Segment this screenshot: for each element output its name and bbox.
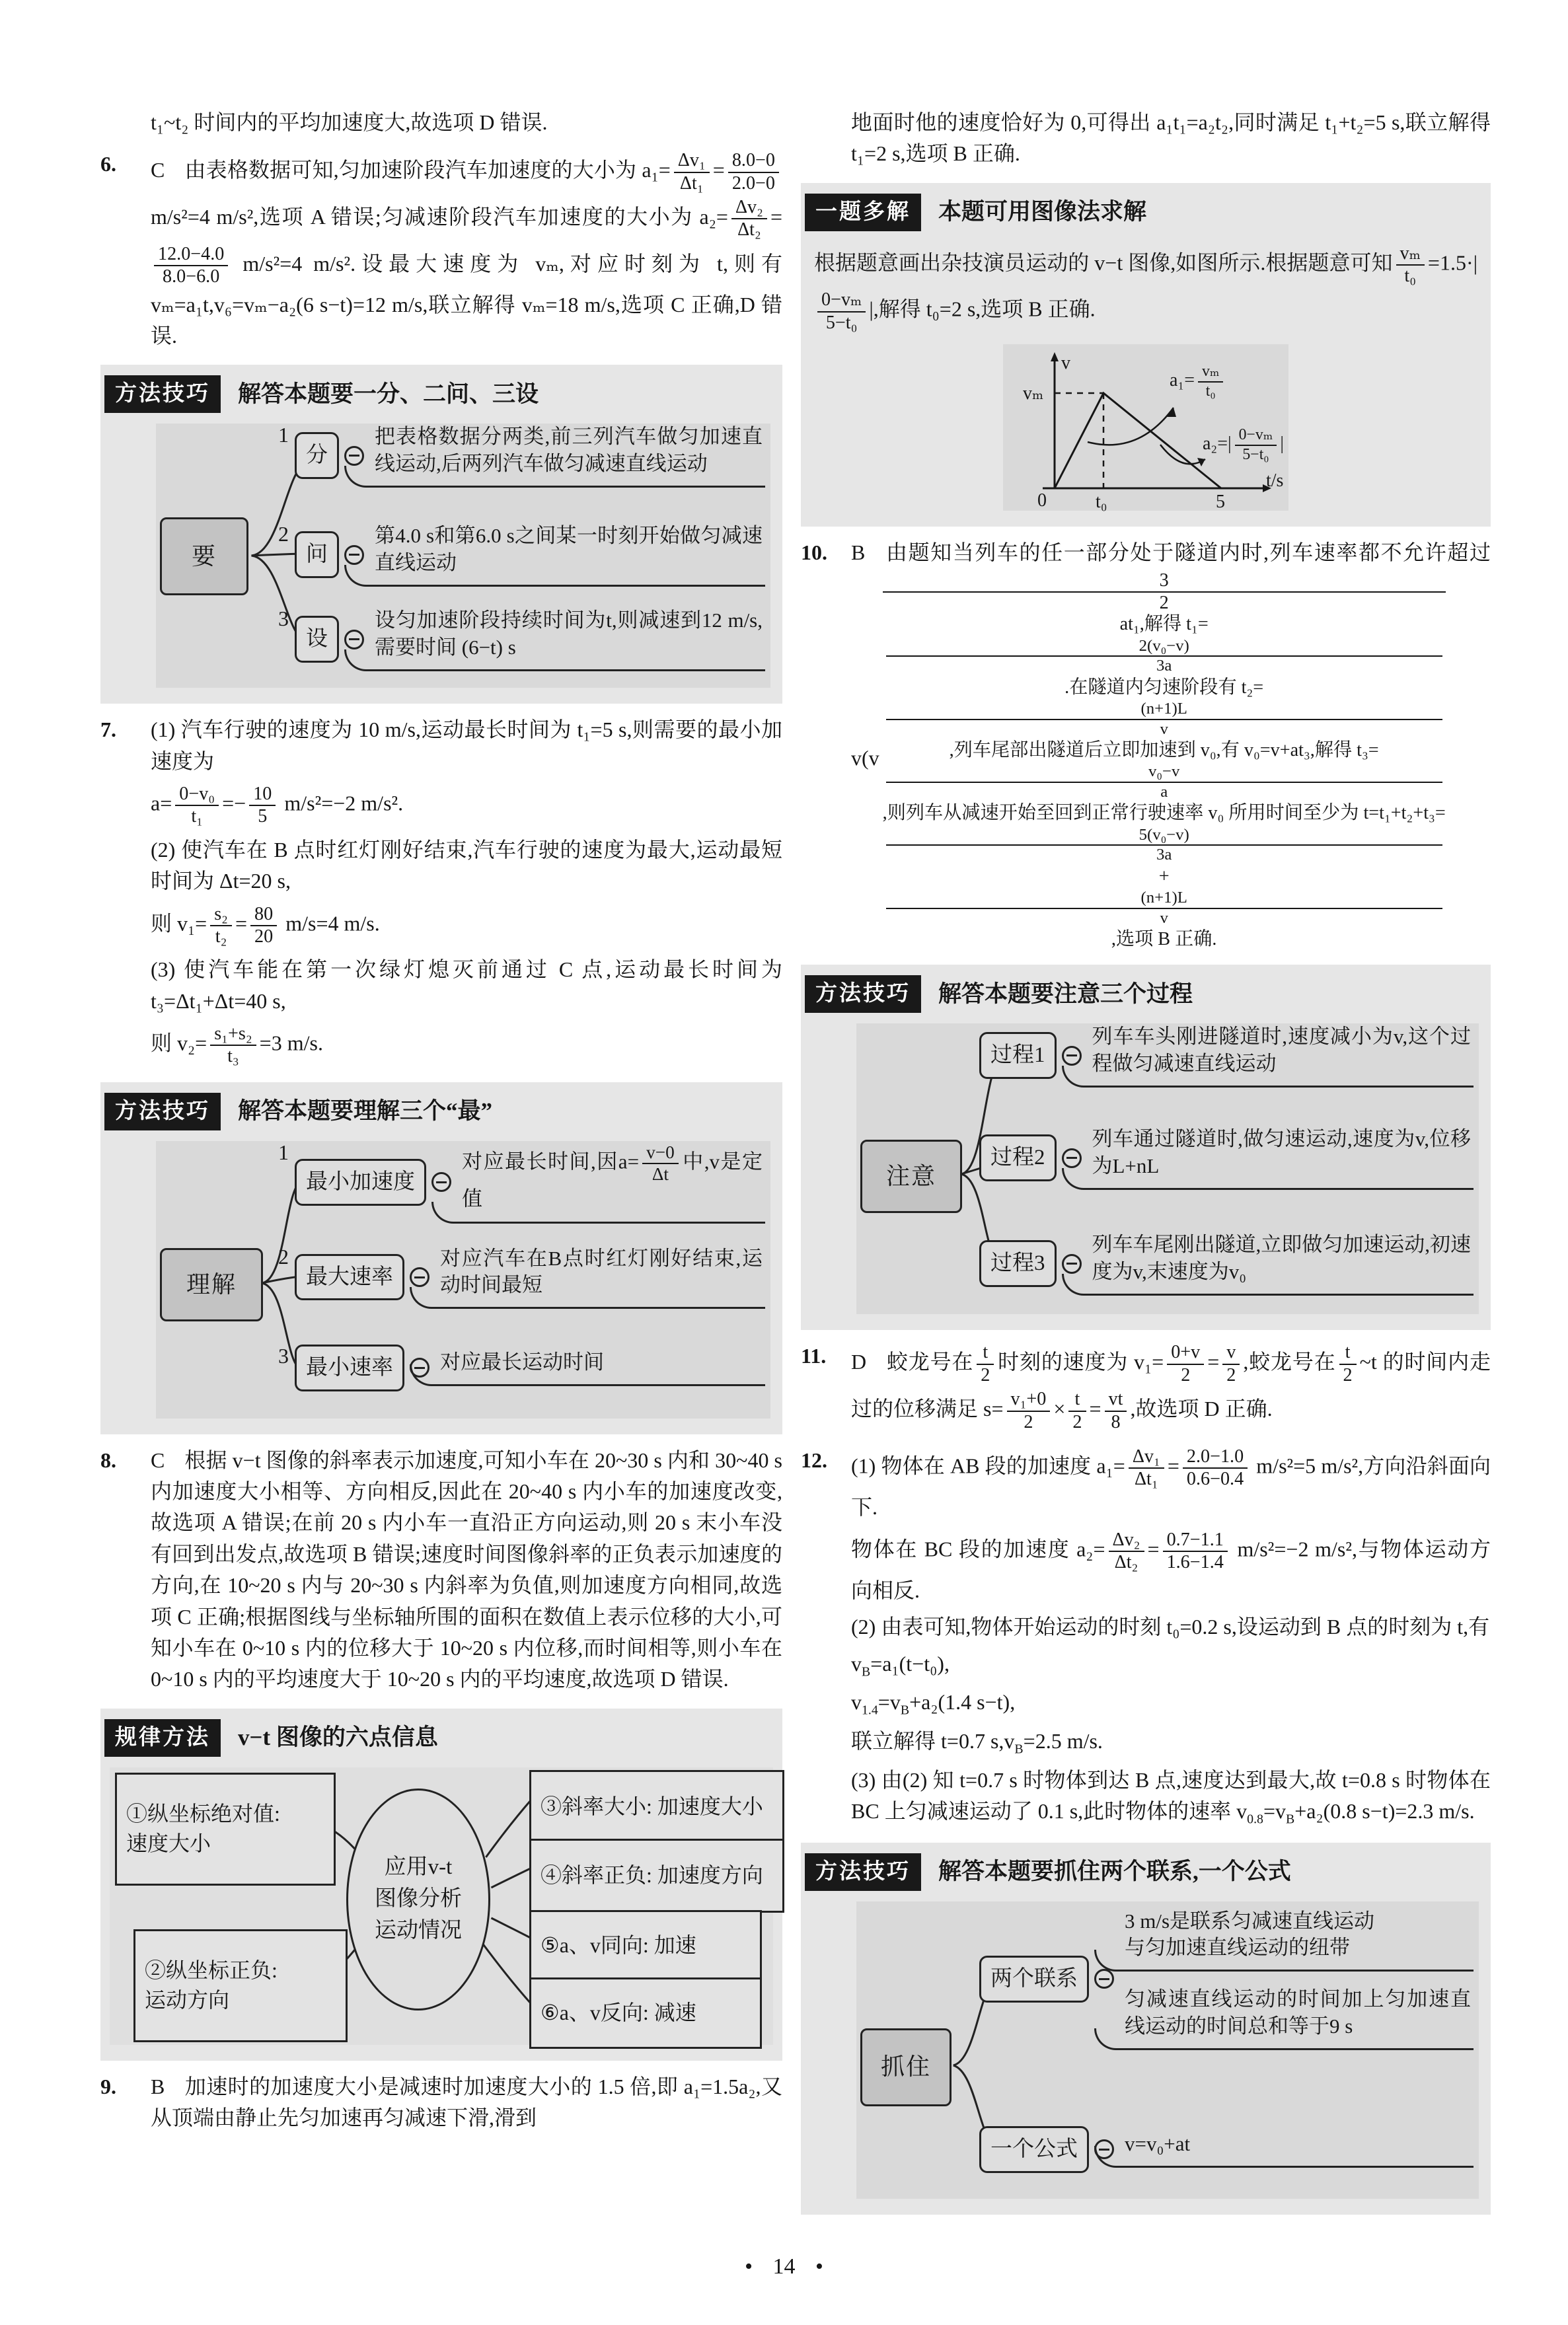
solution-item-11 xyxy=(801,1341,1491,1434)
root-label: 要 xyxy=(191,542,217,570)
branch-number: 3 xyxy=(278,607,289,631)
branch-row xyxy=(272,607,765,671)
solution-text: (2) 由表可知,物体开始运动的时刻 t₀=0.2 s,设运动到 B 点的时刻为 t,有 xyxy=(851,1615,1490,1639)
branch-text: 匀减速直线运动的时间加上匀加速直线运动的时间总和等于9 s xyxy=(1121,1986,1474,2050)
solution-item-10 xyxy=(801,537,1491,951)
mindmap-root-node xyxy=(860,2028,952,2106)
item-number: 11. xyxy=(801,1344,827,1368)
minus-circle-icon xyxy=(431,1172,451,1192)
branch-row xyxy=(979,1126,1474,1190)
tip-label: 方法技巧 xyxy=(805,975,921,1013)
tip-label: 方法技巧 xyxy=(104,375,221,413)
solution-text: 根据 v−t 图像的斜率表示加速度,可知小车在 20~30 s 内和 30~40 s 内加速度大小相等、方向相反,因此在 20~40 s 内小车的加速度改变,故选项 A 错误;在前 20 s 内小车一直沿正方向运动,则 20 s 末小车没有回到出发点,故选项 B 错误;速度时间图像斜率的正负表示加速度的方向,在 10~20 s 内与 20~30 s 内斜率为负值,则加速度方向相同,故选项 C 正确;根据图线与坐标轴所围的面积在数值上表示位移的大小,可知小车在 0~10 s 内的位移大于 10~20 s 内位移,而时间相等,则小车在 0~10 s 内的平均速度大于 10~20 s 内的平均速度,故选项 D 错误. xyxy=(151,1448,782,1691)
tip-header xyxy=(805,975,1491,1013)
origin-label: 0 xyxy=(1037,490,1047,511)
bubble-center-ellipse xyxy=(346,1789,490,2011)
bubble-center-text: 应用v-t 图像分析 运动情况 xyxy=(375,1855,462,1942)
solution-item-9 xyxy=(100,2071,782,2134)
branch-node: 最大速率 xyxy=(295,1254,404,1301)
multi-label: 一题多解 xyxy=(805,194,921,231)
minus-circle-icon xyxy=(1062,1148,1082,1168)
rule-title: v−t 图像的六点信息 xyxy=(238,1724,438,1751)
branch-row xyxy=(272,1141,765,1224)
item9-continuation: 地面时他的速度恰好为 0,可得出 a₁t₁=a₂t₂,同时满足 t₁+t₂=5 s,联立解得 t₁=2 s,选项 B 正确. xyxy=(851,110,1491,166)
branch-node: 设 xyxy=(295,616,339,663)
mindmap-root-node xyxy=(860,1140,962,1213)
multi-title: 本题可用图像法求解 xyxy=(938,199,1147,225)
root-label: 注意 xyxy=(885,1163,936,1190)
branch-number: 2 xyxy=(278,1244,289,1269)
solution-formula: a= $\frac{\text{0−v₀}}{\text{t₁}}$ =− $\frac{10}{5}$ m/s²=−2 m/s². xyxy=(151,784,404,827)
column-right xyxy=(801,107,1491,2215)
mindmap-diagram xyxy=(156,424,770,688)
solution-item-12 xyxy=(801,1445,1491,1829)
vt-chart xyxy=(1003,344,1288,511)
a2-annotation: a₂=| $\frac{\text{0−vₘ}}{\text{5−t₀}}$ | xyxy=(1203,426,1285,463)
answer-letter: B xyxy=(151,2074,165,2098)
mindmap-root-node xyxy=(160,517,248,595)
bubble-right-box-2 xyxy=(529,1839,784,1913)
branch-text: 把表格数据分两类,前三列汽车做匀加速直线运动,后两列汽车做匀减速直线运动 xyxy=(371,424,765,488)
branch-text: 3 m/s是联系匀减速直线运动 与匀加速直线运动的纽带 xyxy=(1121,1908,1474,1972)
item-number: 7. xyxy=(100,718,116,742)
item-number: 8. xyxy=(100,1448,116,1472)
x-tick-5-label: 5 xyxy=(1216,492,1225,513)
branch-number: 1 xyxy=(278,1140,289,1164)
solution-formula: $v_{1.4}=v_B+a_2(1.4$ s−t), xyxy=(851,1690,1016,1718)
root-label: 理解 xyxy=(186,1271,237,1298)
tip-box-1 xyxy=(100,365,782,704)
solution-formula: 则 v₁= $\frac{\text{s₂}}{\text{t₂}}$ = $\frac{80}{20}$ m/s=4 m/s. xyxy=(151,903,380,947)
bubble-text: ④斜率正负: 加速度方向 xyxy=(541,1863,763,1888)
mindmap-root-node xyxy=(160,1248,263,1321)
item-number: 10. xyxy=(801,540,827,565)
branch-text: 列车车尾刚出隧道,立即做匀加速运动,初速度为v,末速度为v₀ xyxy=(1088,1232,1474,1296)
bubble-text: ⑤a、v同向: 加速 xyxy=(541,1933,696,1958)
t0-tick-label: t₀ xyxy=(1096,492,1107,513)
bubble-left-box-2 xyxy=(133,1929,348,2042)
tip-label: 方法技巧 xyxy=(805,1853,921,1891)
solution-formula: 则 v₂= $\frac{\text{s₁+s₂}}{\text{t₃}}$ =3 m/s. xyxy=(151,1023,323,1067)
item-number: 9. xyxy=(100,2074,116,2098)
branch-text: 对应汽车在B点时红灯刚好结束,运动时间最短 xyxy=(436,1245,765,1310)
root-label: 抓住 xyxy=(880,2053,931,2081)
answer-letter: C xyxy=(151,158,165,182)
solution-item-8 xyxy=(100,1445,782,1695)
branch-text: 设匀加速阶段持续时间为t,则减速到12 m/s,需要时间 (6−t) s xyxy=(371,607,765,671)
tip-title: 解答本题要一分、二问、三设 xyxy=(238,381,539,407)
branch-row xyxy=(272,1245,765,1310)
branch-node: 最小加速度 xyxy=(295,1159,426,1206)
branch-row xyxy=(979,2126,1474,2173)
branch-node: 问 xyxy=(295,531,339,578)
branch-number: 3 xyxy=(278,1343,289,1368)
solution-text: 联立解得 t=0.7 $s,v_B=2.5$ m/s. xyxy=(851,1729,1103,1757)
bubble-right-box-1 xyxy=(529,1770,784,1844)
minus-circle-icon xyxy=(344,630,364,649)
solution-text: 加速时的加速度大小是减速时加速度大小的 1.5 倍,即 a₁=1.5a₂,又从顶端由静止先匀加速再匀减速下滑,滑到 xyxy=(151,2074,782,2129)
multi-body-text: 根据题意画出杂技演员运动的 v−t 图像,如图所示.根据题意可知 $\frac{\text{vₘ}}{\text{t₀}}$ =1.5·| $\frac{\text{0−vₘ}}{\text{5−t₀}}$ |,解得 t₀=2 s,选项 B 正确. xyxy=(814,242,1477,333)
branch-row xyxy=(272,1345,765,1391)
bubble-right-box-3 xyxy=(529,1910,762,1981)
branch-node: 一个公式 xyxy=(979,2126,1089,2173)
item5-continuation: t₁~t₂ 时间内的平均加速度大,故选项 D 错误. xyxy=(151,110,548,134)
column-left xyxy=(100,107,782,2139)
branch-row xyxy=(272,523,765,587)
mindmap-diagram xyxy=(156,1141,770,1419)
branch-node: 分 xyxy=(295,432,339,479)
branch-text: v=v₀+at xyxy=(1121,2131,1474,2168)
tip-box-3 xyxy=(801,965,1491,1330)
branch-row xyxy=(272,424,765,488)
tip-title: 解答本题要抓住两个联系,一个公式 xyxy=(938,1859,1291,1885)
tip-title: 解答本题要注意三个过程 xyxy=(938,981,1193,1008)
y-axis-label: v xyxy=(1061,353,1070,374)
branch-number: 2 xyxy=(278,522,289,546)
solution-item-6 xyxy=(100,149,782,351)
bubble-text: ⑥a、v反向: 减速 xyxy=(541,2001,696,2025)
x-axis-label: t/s xyxy=(1266,470,1284,492)
mindmap-diagram xyxy=(856,1901,1479,2199)
branch-row xyxy=(979,1232,1474,1296)
branch-text-group xyxy=(1121,1908,1474,2050)
solution-text: (3) 由(2) 知 t=0.7 s 时物体到达 B 点,速度达到最大,故 t=0.8 s 时物体在 BC 上匀减速运动了 0.1 s,此时物体的速率 $v_{0.8}=v_B+a_2(0.8$ s−t)=2.3 m/s. xyxy=(851,1767,1491,1827)
tip-header xyxy=(104,375,782,413)
solution-formula: 物体在 BC 段的加速度 a₂= $\frac{\text{Δv₂}}{\text{Δt₂}}$ = $\frac{0.7-1.1}{1.6-1.4}$ m/s²=−2 m/s²,与物体运动方向相反. xyxy=(851,1530,1491,1602)
answer-letter: B xyxy=(851,540,866,565)
tip-header xyxy=(805,194,1491,231)
item-number: 12. xyxy=(801,1448,827,1472)
minus-circle-icon xyxy=(1062,1254,1082,1274)
tip-title: 解答本题要理解三个“最” xyxy=(238,1098,493,1125)
branch-number: 1 xyxy=(278,423,289,447)
bubble-diagram xyxy=(110,1767,773,2045)
tip-header xyxy=(104,1719,782,1757)
minus-circle-icon xyxy=(410,1267,429,1287)
tip-box-4 xyxy=(801,1843,1491,2215)
branch-text: 第4.0 s和第6.0 s之间某一时刻开始做匀减速直线运动 xyxy=(371,523,765,587)
page-number: • 14 • xyxy=(745,2254,823,2279)
solution-formula: (1) 物体在 AB 段的加速度 a₁= $\frac{\text{Δv₁}}{\text{Δt₁}}$ = $\frac{2.0-1.0}{0.6-0.4}$ m/s²=5 m/s²,方向沿斜面向下. xyxy=(851,1446,1491,1519)
solution-text: 蛟龙号在 $\frac{t}{2}$ 时刻的速度为 v₁= $\frac{0+v}{2}$ = $\frac{v}{2}$ ,蛟龙号在 $\frac{t}{2}$ ~t 的时间内走过的位移满足 s= $\frac{\text{v₁+0}}{2}$ × $\frac{t}{2}$ = $\frac{vt}{8}$ ,故选项 D 正确. xyxy=(851,1342,1491,1432)
solution-text: (1) 汽车行驶的速度为 10 m/s,运动最长时间为 t₁=5 s,则需要的最小加速度为 xyxy=(151,718,782,773)
answer-letter: D xyxy=(851,1350,867,1374)
item-number: 6. xyxy=(100,152,116,176)
solution-text: (2) 使汽车在 B 点时红灯刚好结束,汽车行驶的速度为最大,运动最短时间为 Δt=20 s, xyxy=(151,837,782,893)
branch-text: 列车通过隧道时,做匀速运动,速度为v,位移为L+nL xyxy=(1088,1126,1474,1190)
tip-box-2 xyxy=(100,1082,782,1434)
bubble-text: ③斜率大小: 加速度大小 xyxy=(541,1794,763,1819)
branch-node: 过程3 xyxy=(979,1240,1057,1287)
mindmap-diagram xyxy=(856,1023,1479,1314)
branch-node: 过程2 xyxy=(979,1134,1057,1181)
branch-row xyxy=(979,1908,1474,2050)
solution-text: 由表格数据可知,匀加速阶段汽车加速度的大小为 a₁= $\frac{\text{Δv₁}}{\text{Δt₁}}$ = $\frac{8.0-0}{2.0-0}$ m/s²=4 m/s²,选项 A 错误;匀减速阶段汽车加速度的大小为 a₂= $\frac{\text{Δv₂}}{\text{Δt₂}}$ = $\frac{12.0-4.0}{8.0-6.0}$ m/s²=4 m/s².设最大速度为 vₘ,对应时刻为 t,则有 vₘ=a₁t,v₆=vₘ−a₂(6 s−t)=12 m/s,联立解得 vₘ=18 m/s,选项 C 正确,D 错误. xyxy=(151,150,782,348)
branch-text: 对应最长时间,因a= $\frac{v-0}{\Delta t}$ 中,v是定值 xyxy=(458,1141,765,1224)
minus-circle-icon xyxy=(344,545,364,565)
tip-header xyxy=(104,1093,782,1130)
branch-row xyxy=(979,1023,1474,1088)
multi-solution-box xyxy=(801,183,1491,527)
tip-label: 方法技巧 xyxy=(104,1093,221,1130)
solution-text: 由题知当列车的任一部分处于隧道内时,列车速率都不允许超过 v(v 3 2 at₁,解得 t₁= $\frac{\text{2(v₀−v)}}{3a}$ .在隧道内匀速阶段有 t₂= $\frac{(n+1)L}{v}$ ,列车尾部出隧道后立即加速到 v₀,有 v₀=v+at₃,解得 t₃= $\frac{\text{v₀−v}}{a}$ ,则列车从减速开始至回到正常行驶速率 v₀ 所用时间至少为 t=t₁+t₂+t₃= $\frac{\text{5(v₀−v)}}{3a}$ + $\frac{(n+1)L}{v}$ ,选项 B 正确. xyxy=(851,540,1491,950)
branch-text: 列车车头刚进隧道时,速度减小为v,这个过程做匀减速直线运动 xyxy=(1088,1023,1474,1088)
minus-circle-icon xyxy=(344,446,364,466)
branch-node: 两个联系 xyxy=(979,1956,1089,2003)
branch-node: 过程1 xyxy=(979,1032,1057,1079)
minus-circle-icon xyxy=(1094,1969,1114,1989)
rule-box xyxy=(100,1709,782,2061)
vm-tick-label: vₘ xyxy=(1023,383,1044,404)
a1-annotation: a₁= $\frac{\text{vₘ}}{\text{t₀}}$ xyxy=(1170,361,1226,402)
bubble-left-box-1 xyxy=(115,1773,336,1886)
solution-formula: $v_B=a_1(t-t_0)$, xyxy=(851,1651,950,1679)
bubble-right-box-4 xyxy=(529,1977,762,2049)
tip-header xyxy=(805,1853,1491,1891)
bubble-text: ①纵坐标绝对值: 速度大小 xyxy=(126,1802,280,1856)
solution-text: (3) 使汽车能在第一次绿灯熄灭前通过 C 点,运动最长时间为 t₃=Δt₁+Δt=40 s, xyxy=(151,957,782,1013)
solution-item-7 xyxy=(100,714,782,1068)
answer-letter: C xyxy=(151,1448,165,1472)
branch-node: 最小速率 xyxy=(295,1345,404,1391)
bubble-text: ②纵坐标正负: 运动方向 xyxy=(145,1958,278,2012)
rule-label: 规律方法 xyxy=(104,1719,221,1757)
branch-text: 对应最长运动时间 xyxy=(436,1349,765,1386)
minus-circle-icon xyxy=(1062,1046,1082,1066)
